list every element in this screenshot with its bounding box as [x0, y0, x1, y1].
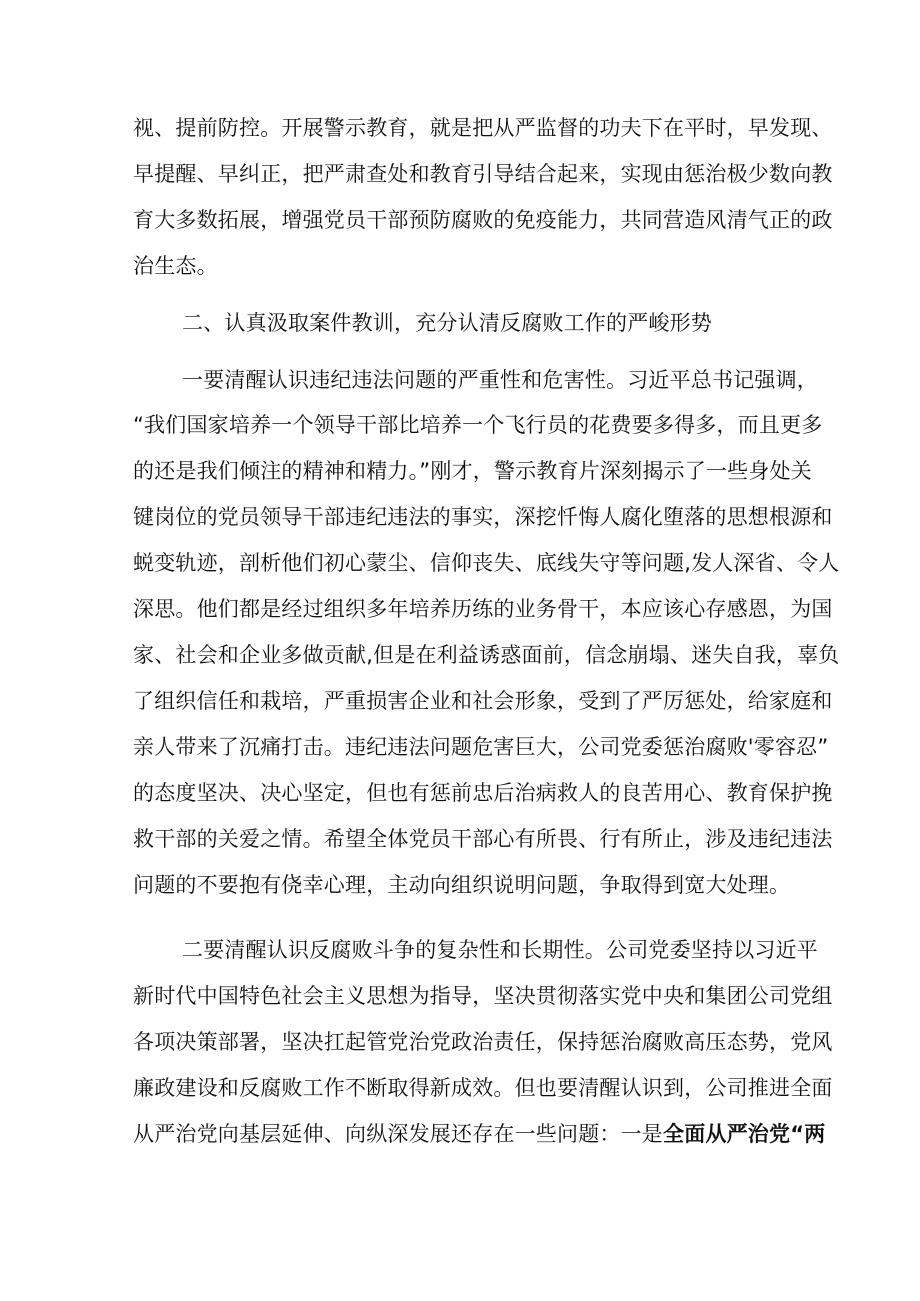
paragraph-line: 了组织信任和栽培，严重损害企业和社会形象，受到了严厉惩处，给家庭和	[133, 689, 833, 713]
bold-emphasis-text: 全面从严治党“两	[663, 1122, 826, 1146]
paragraph-line: 的还是我们倾注的精神和精力。”刚才，警示教育片深刻揭示了一些身处关	[133, 459, 812, 483]
paragraph-line: 键岗位的党员领导干部违纪违法的事实，深挖忏悔人腐化堕落的思想根源和	[133, 505, 833, 529]
paragraph-line: 家、社会和企业多做贡献,但是在利益诱惑面前，信念崩塌、迷失自我，辜负	[133, 643, 840, 667]
paragraph-line: 问题的不要抱有侥幸心理，主动向组织说明问题，争取得到宽大处理。	[133, 873, 791, 897]
paragraph-line: “我们国家培养一个领导干部比培养一个飞行员的花费要多得多，而且更多	[133, 413, 823, 437]
paragraph-line: 救干部的关爱之情。希望全体党员干部心有所畏、行有所止，涉及违纪违法	[133, 827, 833, 851]
paragraph-line: 廉政建设和反腐败工作不断取得新成效。但也要清醒认识到，公司推进全面	[133, 1076, 833, 1100]
paragraph-line: 蜕变轨迹，剖析他们初心蒙尘、信仰丧失、底线失守等问题,发人深省、令人	[133, 551, 840, 575]
paragraph-line: 新时代中国特色社会主义思想为指导，坚决贯彻落实党中央和集团公司党组	[133, 984, 833, 1008]
paragraph-line: 的态度坚决、决心坚定，但也有惩前忠后治病救人的良苦用心、教育保护挽	[133, 781, 833, 805]
paragraph-text: 从严治党向基层延伸、向纵深发展还存在一些问题：一是	[133, 1122, 663, 1146]
paragraph-line: 育大多数拓展，增强党员干部预防腐败的免疫能力，共同营造风清气正的政	[133, 208, 833, 232]
paragraph-line: 二要清醒认识反腐败斗争的复杂性和长期性。公司党委坚持以习近平	[182, 938, 818, 962]
paragraph-line: 亲人带来了沉痛打击。违纪违法问题危害巨大，公司党委惩治腐败'零容忍”	[133, 735, 829, 759]
paragraph-line: 深思。他们都是经过组织多年培养历练的业务骨干，本应该心存感恩，为国	[133, 597, 833, 621]
paragraph-line: 一要清醒认识违纪违法问题的严重性和危害性。习近平总书记强调，	[182, 368, 818, 392]
paragraph-line: 早提醒、早纠正，把严肃查处和教育引导结合起来，实现由惩治极少数向教	[133, 162, 833, 186]
paragraph-line: 各项决策部署，坚决扛起管党治党政治责任，保持惩治腐败高压态势，党风	[133, 1030, 833, 1054]
paragraph-line: 视、提前防控。开展警示教育，就是把从严监督的功夫下在平时，早发现、	[133, 116, 833, 140]
section-heading: 二、认真汲取案件教训，充分认清反腐败工作的严峻形势	[182, 311, 712, 335]
paragraph-line	[133, 1114, 826, 1154]
paragraph-line: 治生态。	[133, 254, 218, 278]
